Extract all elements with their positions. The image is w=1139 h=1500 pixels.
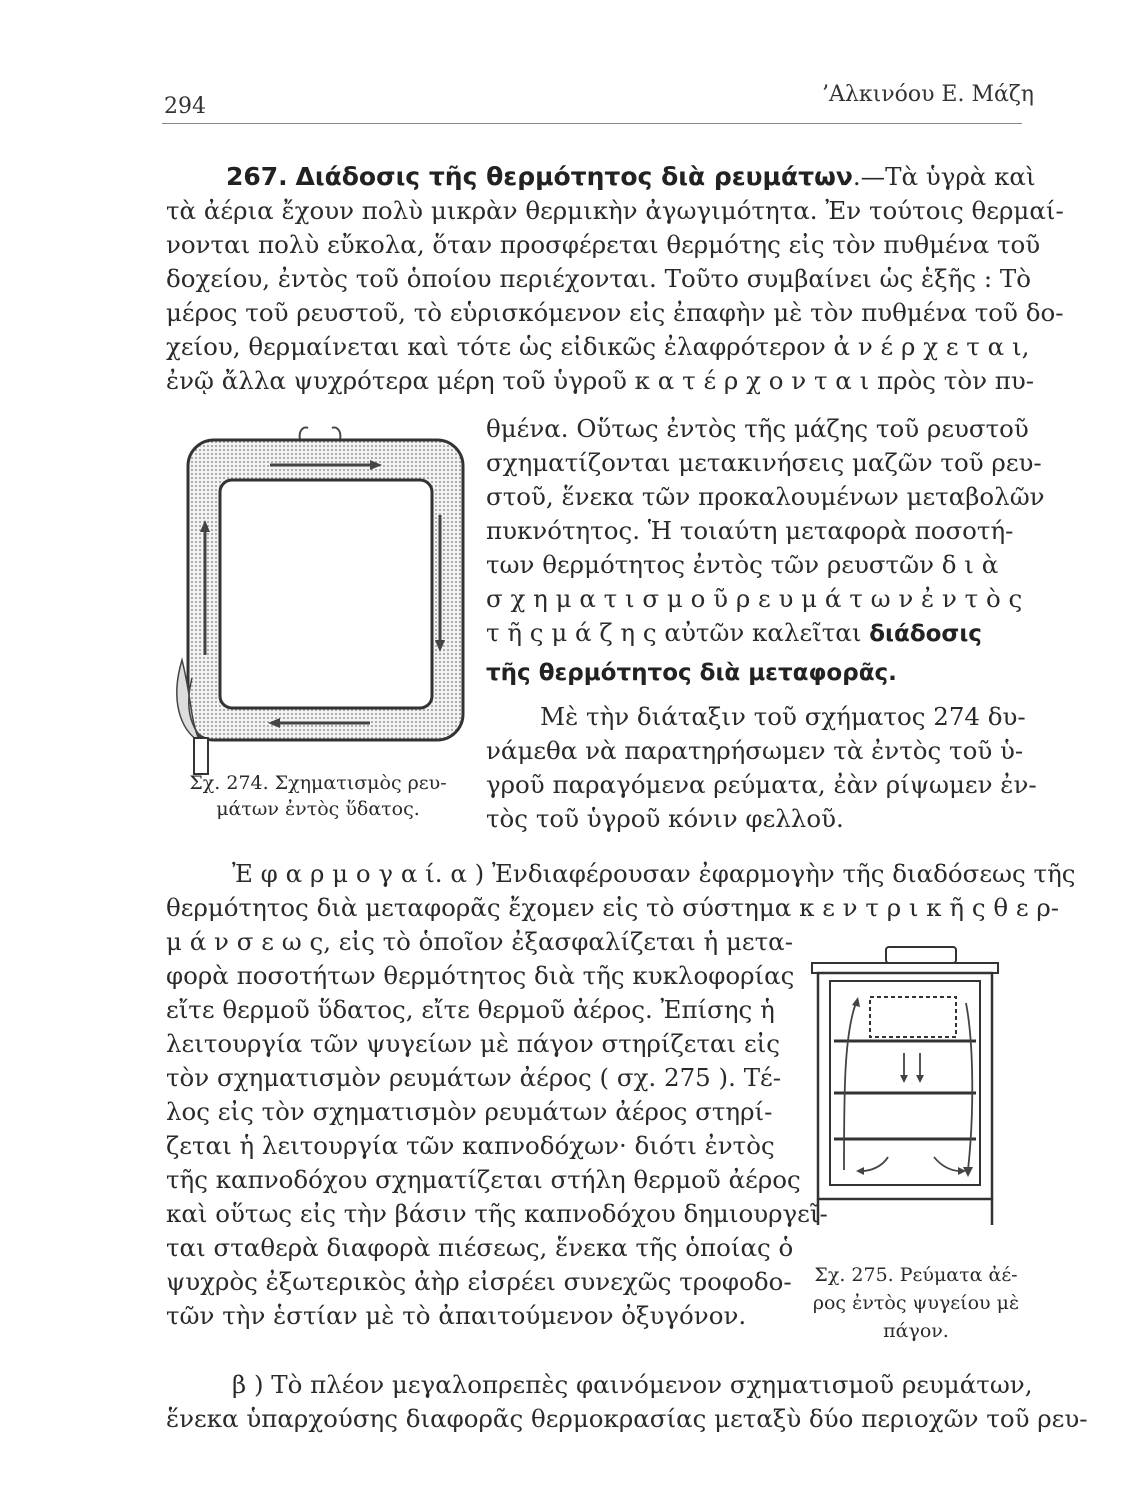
section-line: .—Τὰ ὑγρὰ καὶ — [852, 162, 1036, 191]
section-line-after: νάμεθα νὰ παρατηρήσωμεν τὰ ἐντὸς τοῦ ὑ- — [486, 736, 1024, 765]
running-header-author: ’Αλκινόου Ε. Μάζη — [822, 82, 1034, 107]
applications-line: ζεται ἡ λειτουργία τῶν καπνοδόχων· διότι ἐντὸς — [166, 1131, 775, 1160]
closing-line: β ) Τὸ πλέον μεγαλοπρεπὲς φαινόμενον σχηματισμοῦ ρευμάτων, — [232, 1370, 1033, 1399]
header-rule — [162, 123, 1022, 124]
section-line-after: τὸς τοῦ ὑγροῦ κόνιν φελλοῦ. — [486, 804, 844, 833]
applications-line: ται σταθερὰ διαφορὰ πιέσεως, ἕνεκα τῆς ὁποίας ὁ — [166, 1233, 794, 1262]
section-line: σχηματίζονται μετακινήσεις μαζῶν τοῦ ρευ- — [486, 448, 1042, 477]
section-line: των θερμότητος ἐντὸς τῶν ρευστῶν δ ι ὰ — [486, 550, 999, 579]
section-line: τ ῆ ς μ ά ζ η ς αὐτῶν καλεῖται — [486, 618, 862, 647]
section-line-with-term — [486, 616, 982, 651]
section-line: δοχείου, ἐντὸς τοῦ ὁποίου περιέχονται. Τοῦτο συμβαίνει ὡς ἑξῆς : Τὸ — [166, 264, 1031, 293]
applications-line: τῶν τὴν ἑστίαν μὲ τὸ ἀπαιτούμενον ὀξυγόνον. — [166, 1301, 747, 1330]
section-line: πυκνότητος. Ἡ τοιαύτη μεταφορὰ ποσοτή- — [486, 516, 1014, 545]
figure-275-caption-line: πάγον. — [883, 1320, 949, 1342]
section-line: νονται πολὺ εὔκολα, ὅταν προσφέρεται θερμότης εἰς τὸν πυθμένα τοῦ — [166, 230, 1041, 259]
closing-line: ἕνεκα ὑπαρχούσης διαφορᾶς θερμοκρασίας μεταξὺ δύο περιοχῶν τοῦ ρευ- — [166, 1404, 1088, 1433]
page-number: 294 — [164, 94, 206, 119]
applications-line: λειτουργία τῶν ψυγείων μὲ πάγον στηρίζεται εἰς — [166, 1029, 780, 1058]
section-number: 267. — [226, 162, 288, 191]
section-line: θμένα. Οὕτως ἐντὸς τῆς μάζης τοῦ ρευστοῦ — [486, 414, 1029, 443]
section-title: Διάδοσις τῆς θερμότητος διὰ ρευμάτων — [295, 162, 853, 191]
section-heading-line — [226, 160, 1036, 194]
figure-274-caption-line: μάτων ἐντὸς ὕδατος. — [216, 798, 420, 820]
key-term-part2: τῆς θερμότητος διὰ μεταφορᾶς. — [486, 660, 897, 686]
figure-274-convection-loop — [170, 420, 470, 780]
applications-line: Ἐ φ α ρ μ ο γ α ί. α ) Ἐνδιαφέρουσαν ἐφαρμογὴν τῆς διαδόσεως τῆς — [232, 859, 1076, 888]
section-line-after: Μὲ τὴν διάταξιν τοῦ σχήματος 274 δυ- — [540, 702, 1026, 731]
section-line: μέρος τοῦ ρευστοῦ, τὸ εὑρισκόμενον εἰς ἐπαφὴν μὲ τὸν πυθμένα τοῦ δο- — [166, 298, 1064, 327]
section-line: τὰ ἀέρια ἔχουν πολὺ μικρὰν θερμικὴν ἀγωγιμότητα. Ἐν τούτοις θερμαί- — [166, 196, 1064, 225]
section-line-after: γροῦ παραγόμενα ρεύματα, ἐὰν ρίψωμεν ἐν- — [486, 770, 1037, 799]
applications-line: καὶ οὕτως εἰς τὴν βάσιν τῆς καπνοδόχου δημιουργεῖ- — [166, 1199, 828, 1228]
applications-line: εἴτε θερμοῦ ὕδατος, εἴτε θερμοῦ ἀέρος. Ἐπίσης ἡ — [166, 995, 775, 1024]
section-line: στοῦ, ἕνεκα τῶν προκαλουμένων μεταβολῶν — [486, 482, 1045, 511]
applications-line: φορὰ ποσοτήτων θερμότητος διὰ τῆς κυκλοφορίας — [166, 961, 795, 990]
section-line: σ χ η μ α τ ι σ μ ο ῦ ρ ε υ μ ά τ ω ν ἐ ν τ ὸ ς — [486, 584, 1023, 613]
applications-line: θερμότητος διὰ μεταφορᾶς ἔχομεν εἰς τὸ σύστημα κ ε ν τ ρ ι κ ῆ ς θ ε ρ- — [166, 893, 1060, 922]
applications-line: λος εἰς τὸν σχηματισμὸν ρευμάτων ἀέρος στηρί- — [166, 1097, 773, 1126]
figure-275-caption-line: ρος ἐντὸς ψυγείου μὲ — [812, 1292, 1020, 1314]
applications-line: ψυχρὸς ἐξωτερικὸς ἀὴρ εἰσρέει συνεχῶς τροφοδο- — [166, 1267, 792, 1296]
key-term-part1: διάδοσις — [869, 621, 982, 647]
applications-line: τῆς καπνοδόχου σχηματίζεται στήλη θερμοῦ ἀέρος — [166, 1165, 801, 1194]
applications-line: μ ά ν σ ε ω ς, εἰς τὸ ὁποῖον ἐξασφαλίζεται ἡ μετα- — [166, 927, 793, 956]
figure-275-refrigerator — [808, 945, 1008, 1235]
applications-line: τὸν σχηματισμὸν ρευμάτων ἀέρος ( σχ. 275 ). Τέ- — [166, 1063, 782, 1092]
section-line: ἐνῷ ἄλλα ψυχρότερα μέρη τοῦ ὑγροῦ κ α τ έ ρ χ ο ν τ α ι πρὸς τὸν πυ- — [166, 366, 1035, 395]
section-line: χείου, θερμαίνεται καὶ τότε ὡς εἰδικῶς ἐλαφρότερον ἀ ν έ ρ χ ε τ α ι, — [166, 332, 1030, 361]
figure-275-caption-line: Σχ. 275. Ρεύματα ἀέ- — [814, 1264, 1018, 1286]
figure-274-caption-line: Σχ. 274. Σχηματισμὸς ρευ- — [189, 772, 447, 794]
